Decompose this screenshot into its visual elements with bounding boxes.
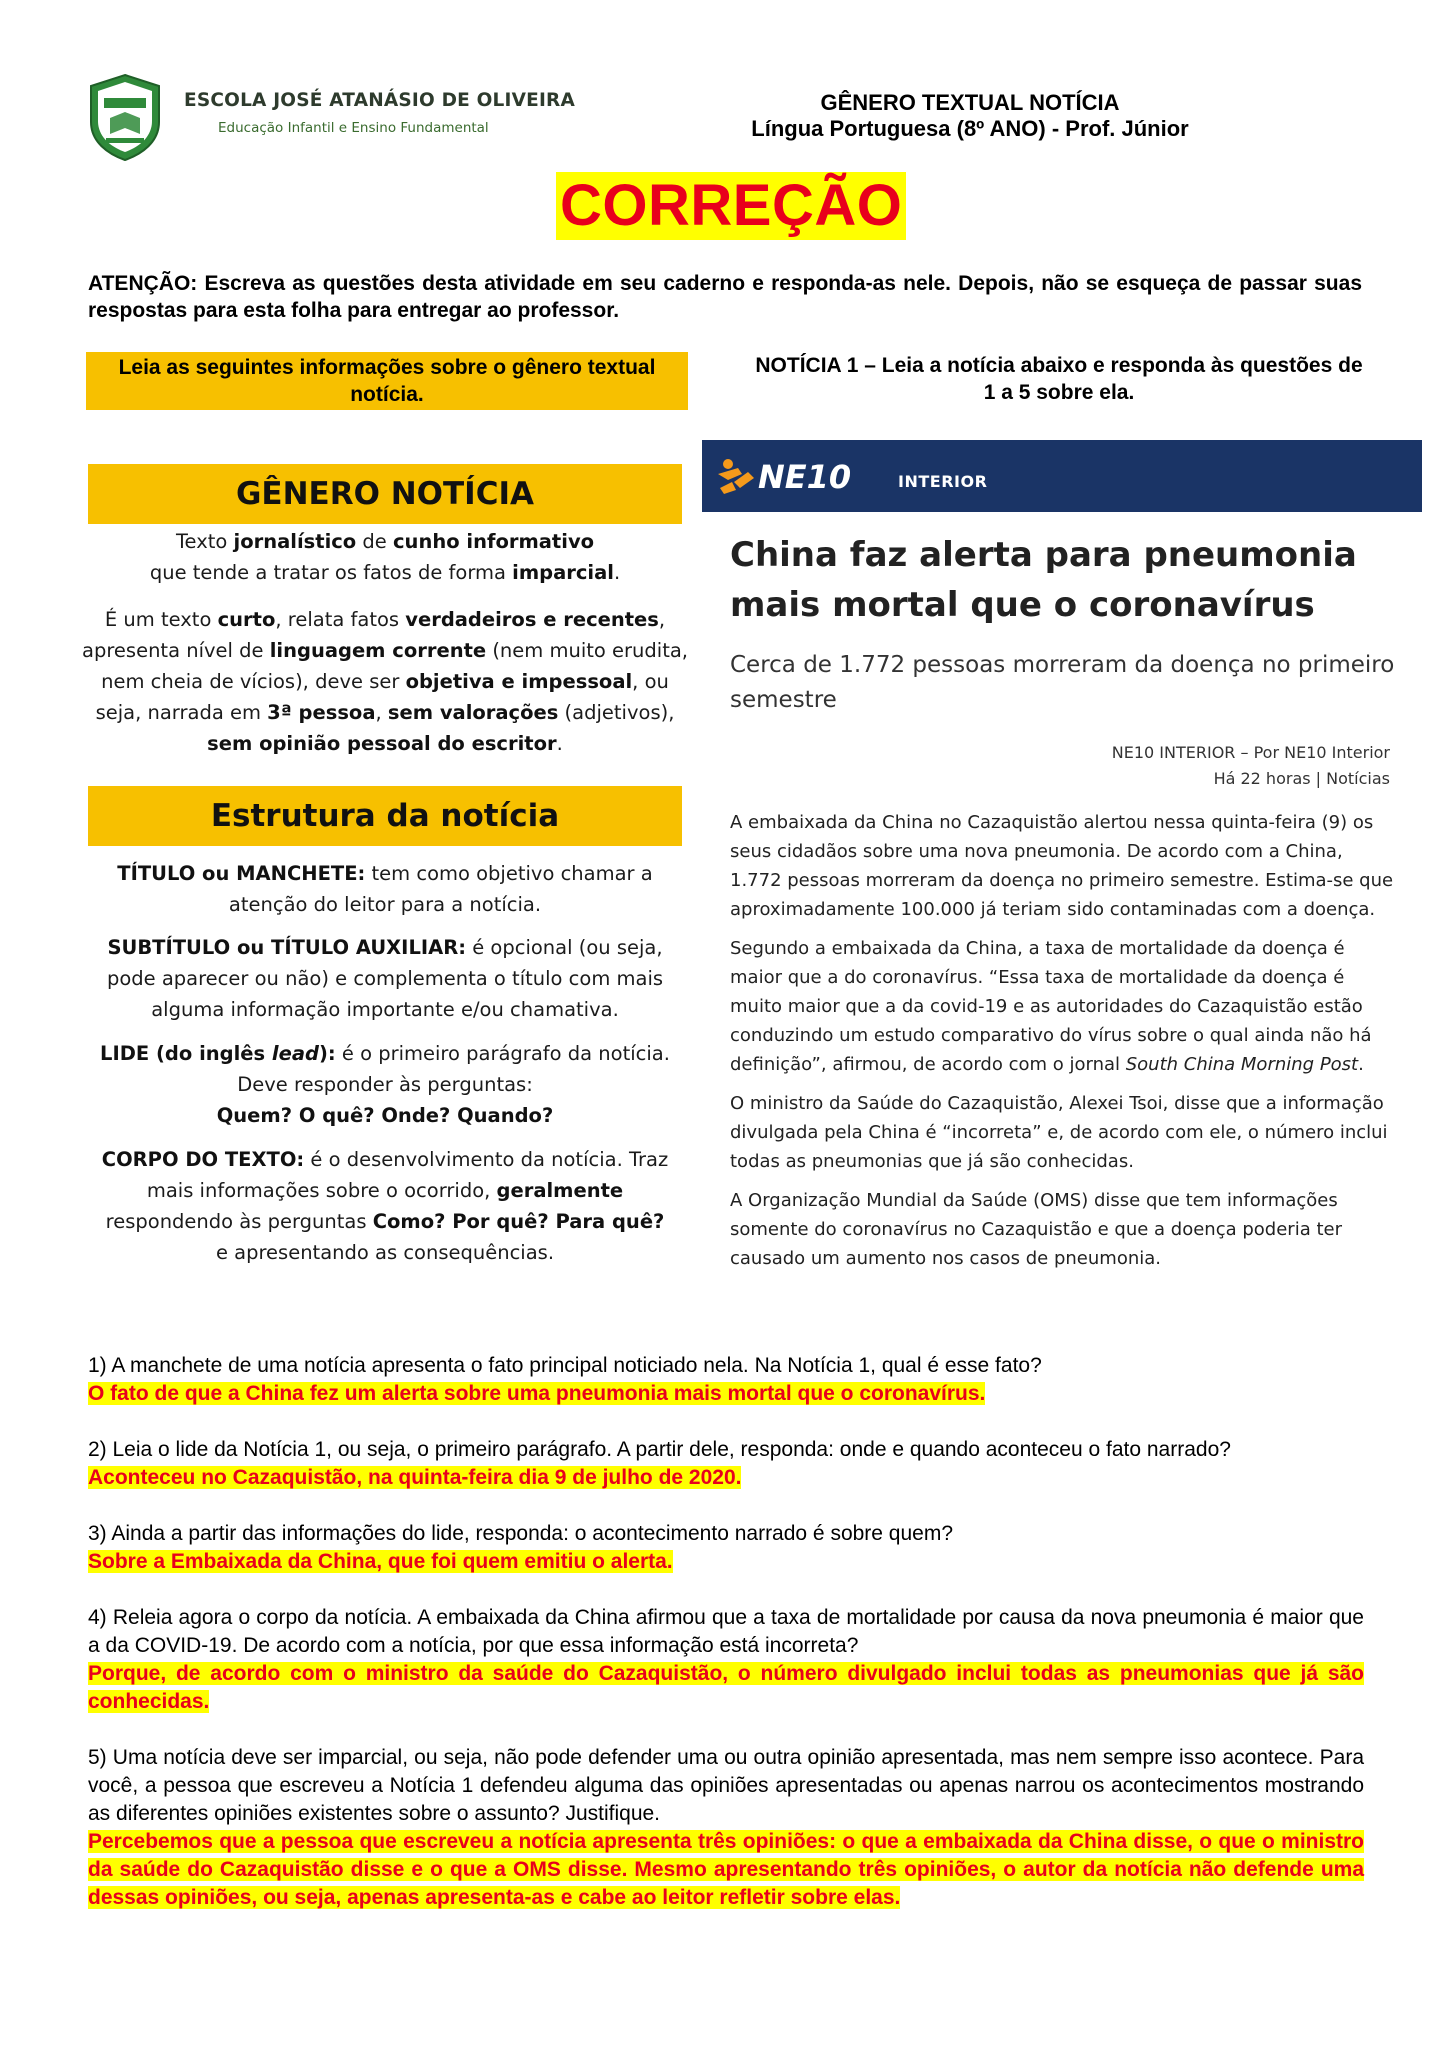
- document-title-line1: GÊNERO TEXTUAL NOTÍCIA: [820, 90, 1120, 115]
- document-title-line2: Língua Portuguesa (8º ANO) - Prof. Júnior: [751, 116, 1189, 141]
- correction-banner: CORREÇÃO: [556, 172, 906, 240]
- genero-noticia-title: GÊNERO NOTÍCIA: [88, 464, 682, 524]
- genero-definition: Texto jornalístico de cunho informativo que tende a tratar os fatos de forma imparcial.: [149, 530, 621, 584]
- news-paragraph-4: A Organização Mundial da Saúde (OMS) disse que tem informações somente do coronavírus no Cazaquistão e que a doença poderia ter causado um aumento nos casos de pneumonia.: [730, 1190, 1342, 1269]
- answer-4: Porque, de acordo com o ministro da saúde do Cazaquistão, o número divulgado inclui todas as pneumonias que já são conhecidas.: [88, 1662, 1364, 1713]
- question-5: 5) Uma notícia deve ser imparcial, ou seja, não pode defender uma ou outra opinião apresentada, mas nem sempre isso acontece. Para você, a pessoa que escreveu a Notícia 1 defendeu alguma das opiniões apresentadas ou apenas narrou os acontecimentos mostrando as diferentes opiniões existentes sobre o assunto? Justifique.: [88, 1746, 1364, 1825]
- news-byline: [930, 740, 1390, 792]
- questions-section: [88, 1352, 1364, 1912]
- svg-text:NE10: NE10: [758, 458, 852, 496]
- news-paragraph-3: O ministro da Saúde do Cazaquistão, Alexei Tsoi, disse que a informação divulgada pela China é “incorreta” e, de acordo com ele, o número inclui todas as pneumonias que já são conhecidas.: [730, 1093, 1388, 1172]
- answer-2: Aconteceu no Cazaquistão, na quinta-feira dia 9 de julho de 2020.: [88, 1466, 742, 1489]
- question-2: 2) Leia o lide da Notícia 1, ou seja, o primeiro parágrafo. A partir dele, responda: onde e quando aconteceu o fato narrado?: [88, 1438, 1231, 1461]
- answer-5: Percebemos que a pessoa que escreveu a notícia apresenta três opiniões: o que a embaixada da China disse, o que o ministro da saúde do Cazaquistão disse e o que a OMS disse. Mesmo apresentando três opiniões, o autor da notícia não defende uma dessas opiniões, ou seja, apenas apresenta-as e cabe ao leitor refletir sobre elas.: [88, 1830, 1364, 1909]
- estrutura-corpo: CORPO DO TEXTO: é o desenvolvimento da notícia. Traz mais informações sobre o ocorrido, geralmente respondendo às perguntas Como? Por quê? Para quê? e apresentando as consequências.: [101, 1148, 669, 1264]
- estrutura-subtitulo: SUBTÍTULO ou TÍTULO AUXILIAR: é opcional (ou seja, pode aparecer ou não) e complementa o título com mais alguma informação importante e/ou chamativa.: [106, 936, 664, 1021]
- news-paragraph-1: A embaixada da China no Cazaquistão alertou nessa quinta-feira (9) os seus cidadãos sobre uma nova pneumonia. De acordo com a China, 1.772 pessoas morreram da doença no primeiro semestre. Estima-se que aproximadamente 100.000 já teriam sido contaminadas com a doença.: [730, 812, 1394, 920]
- estrutura-lide: LIDE (do inglês lead): é o primeiro parágrafo da notícia. Deve responder às perguntas: Quem? O quê? Onde? Quando?: [100, 1042, 670, 1127]
- question-4: 4) Releia agora o corpo da notícia. A embaixada da China afirmou que a taxa de mortalidade por causa da nova pneumonia é maior que a da COVID-19. De acordo com a notícia, por que essa informação está incorreta?: [88, 1606, 1364, 1657]
- news-timestamp: Há 22 horas | Notícias: [1213, 769, 1390, 788]
- estrutura-titulo: TÍTULO ou MANCHETE: tem como objetivo chamar a atenção do leitor para a notícia.: [117, 862, 653, 916]
- question-3: 3) Ainda a partir das informações do lide, responda: o acontecimento narrado é sobre quem?: [88, 1522, 954, 1545]
- news-intro-instruction: NOTÍCIA 1 – Leia a notícia abaixo e responda às questões de 1 a 5 sobre ela.: [755, 354, 1363, 404]
- school-subtitle: Educação Infantil e Ensino Fundamental: [218, 120, 489, 136]
- news-headline: China faz alerta para pneumonia mais mortal que o coronavírus: [730, 535, 1357, 625]
- answer-3: Sobre a Embaixada da China, que foi quem emitiu o alerta.: [88, 1550, 673, 1573]
- ne10-logo: [714, 452, 884, 498]
- attention-note: ATENÇÃO: Escreva as questões desta atividade em seu caderno e responda-as nele. Depois, não se esqueça de passar suas respostas para esta folha para entregar ao professor.: [88, 272, 1362, 322]
- ne10-section-label: INTERIOR: [898, 472, 988, 491]
- news-body: [730, 808, 1394, 1273]
- answer-1: O fato de que a China fez um alerta sobre uma pneumonia mais mortal que o coronavírus.: [88, 1382, 986, 1405]
- school-name: ESCOLA JOSÉ ATANÁSIO DE OLIVEIRA: [184, 90, 576, 111]
- estrutura-noticia-title: Estrutura da notícia: [88, 786, 682, 846]
- news-paragraph-2: Segundo a embaixada da China, a taxa de mortalidade da doença é maior que a do coronavírus. “Essa taxa de mortalidade da doença é muito maior que a da covid-19 e as autoridades do Cazaquistão estão conduzindo um estudo comparativo do vírus sobre o qual ainda não há definição”, afirmou, de acordo com o jornal South China Morning Post.: [730, 938, 1372, 1075]
- news-subheadline: Cerca de 1.772 pessoas morreram da doença no primeiro semestre: [730, 652, 1395, 713]
- genero-characteristics: É um texto curto, relata fatos verdadeiros e recentes, apresenta nível de linguagem corrente (nem muito erudita, nem cheia de vícios), deve ser objetiva e impessoal, ou seja, narrada em 3ª pessoa, sem valorações (adjetivos), sem opinião pessoal do escritor.: [82, 608, 688, 755]
- document-title: [700, 90, 1240, 142]
- question-1: 1) A manchete de uma notícia apresenta o fato principal noticiado nela. Na Notícia 1, qual é esse fato?: [88, 1354, 1042, 1377]
- school-crest-logo: [86, 72, 164, 162]
- news-author: NE10 INTERIOR – Por NE10 Interior: [1111, 743, 1390, 762]
- read-info-box: Leia as seguintes informações sobre o gênero textual notícia.: [86, 352, 688, 410]
